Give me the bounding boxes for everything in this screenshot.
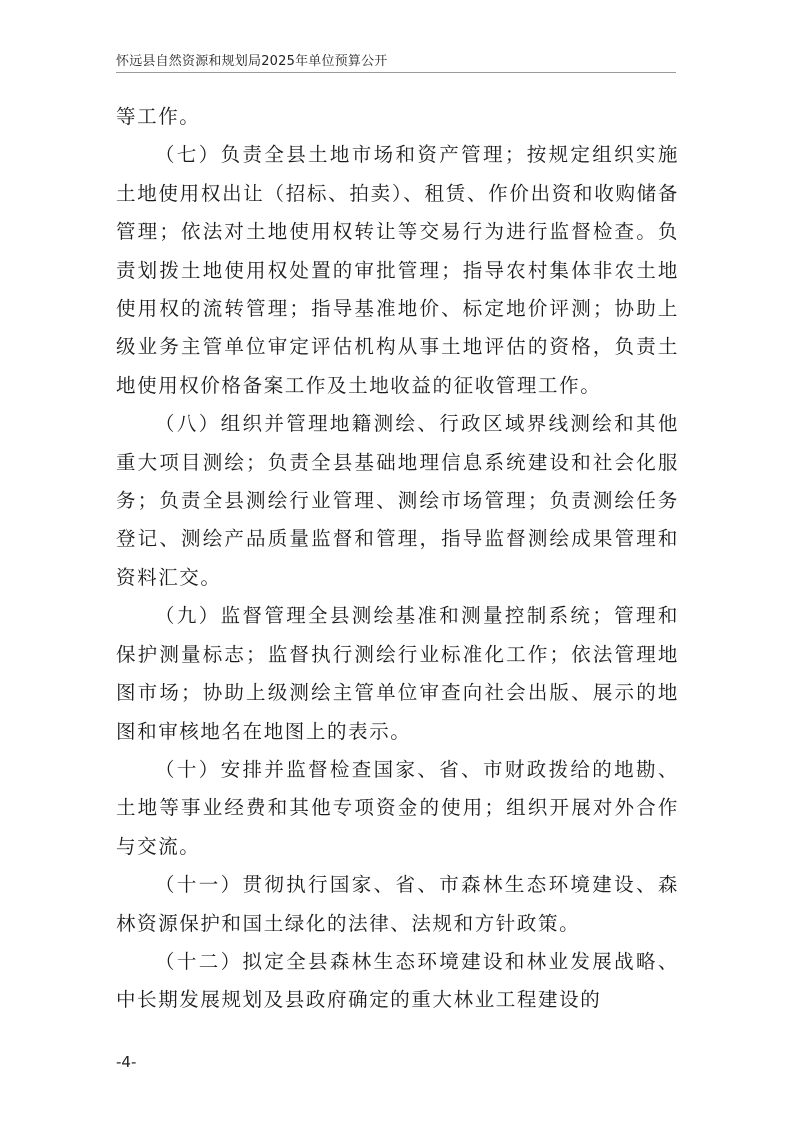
paragraph-item-9: （九）监督管理全县测绘基准和测量控制系统；管理和保护测量标志；监督执行测绘行业标准化工作；依法管理地图市场；协助上级测绘主管单位审查向社会出版、展示的地图和审核地名在地图上的表示。 <box>116 604 679 743</box>
paragraph-item-7: （七）负责全县土地市场和资产管理；按规定组织实施土地使用权出让（招标、拍卖）、租赁、作价出资和收购储备管理；依法对土地使用权转让等交易行为进行监督检查。负责划拨土地使用权处置的审批管理；指导农村集体非农土地使用权的流转管理；指导基准地价、标定地价评测；协助上级业务主管单位审定评估机构从事土地评估的资格，负责土地使用权价格备案工作及土地收益的征收管理工作。 <box>116 143 679 397</box>
paragraph-item-8: （八）组织并管理地籍测绘、行政区域界线测绘和其他重大项目测绘；负责全县基础地理信息系统建设和社会化服务；负责全县测绘行业管理、测绘市场管理；负责测绘任务登记、测绘产品质量监督和管理，指导监督测绘成果管理和资料汇交。 <box>116 412 679 589</box>
page-header: 怀远县自然资源和规划局2025年单位预算公开 <box>116 54 388 69</box>
page-number: -4- <box>116 1053 137 1071</box>
header-rule <box>116 72 676 73</box>
document-body <box>116 98 679 1020</box>
paragraph-item-12: （十二）拟定全县森林生态环境建设和林业发展战略、中长期发展规划及县政府确定的重大林业工程建设的 <box>116 949 679 1012</box>
paragraph-item-10: （十）安排并监督检查国家、省、市财政拨给的地勘、土地等事业经费和其他专项资金的使用；组织开展对外合作与交流。 <box>116 757 679 858</box>
paragraph-continuation: 等工作。 <box>116 105 201 128</box>
paragraph-item-11: （十一）贯彻执行国家、省、市森林生态环境建设、森林资源保护和国土绿化的法律、法规和方针政策。 <box>116 873 679 935</box>
